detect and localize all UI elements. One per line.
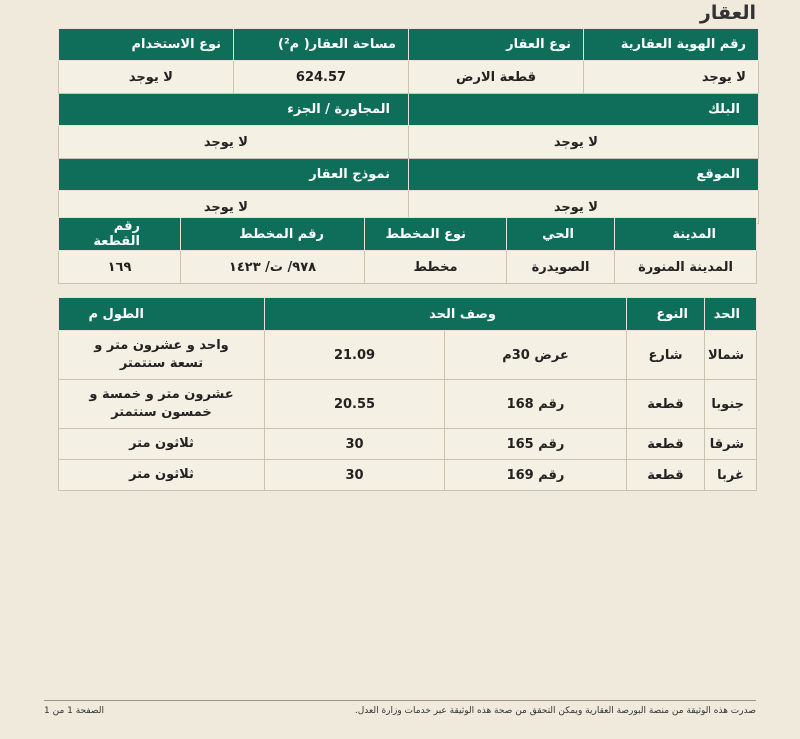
header-plan-number: رقم المخطط [181, 218, 365, 251]
page-number: الصفحة 1 من 1 [44, 706, 104, 716]
location-table [58, 217, 757, 284]
header-city: المدينة [615, 218, 757, 251]
value-property-type: قطعة الارض [409, 61, 584, 94]
value-usage-type: لا يوجد [59, 61, 234, 94]
header-row [59, 159, 759, 191]
boundary-side: جنوبا [705, 380, 757, 429]
header-boundary: الحد [705, 298, 757, 331]
value-row [59, 61, 759, 94]
value-property-id: لا يوجد [584, 61, 759, 94]
boundary-type: قطعة [627, 380, 705, 429]
value-city: المدينة المنورة [615, 251, 757, 284]
header-boundary-type: النوع [627, 298, 705, 331]
boundaries-table [58, 297, 757, 491]
header-plot-number: رقم القطعة [59, 218, 181, 251]
boundary-side: غربا [705, 460, 757, 491]
header-row [59, 298, 757, 331]
boundary-description: عرض 30م [445, 331, 627, 380]
header-neighborhood-part: المجاورة / الجزء [59, 94, 409, 126]
header-row [59, 218, 757, 251]
header-plan-type: نوع المخطط [365, 218, 507, 251]
property-info-table [58, 28, 759, 224]
section-title: العقار [699, 2, 756, 24]
header-property-area: مساحة العقار( م²) [234, 29, 409, 61]
value-plan-type: مخطط [365, 251, 507, 284]
boundary-length: 30 [265, 429, 445, 460]
table-row [59, 331, 757, 380]
header-district: الحي [507, 218, 615, 251]
boundary-length-text: ثلاثون متر [59, 429, 265, 460]
boundary-description: رقم 165 [445, 429, 627, 460]
boundary-description: رقم 169 [445, 460, 627, 491]
footer-divider [44, 700, 756, 701]
value-property-model: لا يوجد [59, 191, 409, 224]
header-row [59, 29, 759, 61]
header-usage-type: نوع الاستخدام [59, 29, 234, 61]
boundary-length: 30 [265, 460, 445, 491]
boundary-type: شارع [627, 331, 705, 380]
header-length: الطول م [59, 298, 265, 331]
boundary-description: رقم 168 [445, 380, 627, 429]
boundary-length: 21.09 [265, 331, 445, 380]
boundary-type: قطعة [627, 429, 705, 460]
header-row [59, 94, 759, 126]
header-property-type: نوع العقار [409, 29, 584, 61]
footer-note: صدرت هذه الوثيقة من منصة البورصة العقارية ويمكن التحقق من صحة هذه الوثيقة عبر خدمات وزارة العدل. [354, 706, 756, 716]
header-property-id: رقم الهوية العقارية [584, 29, 759, 61]
value-row [59, 251, 757, 284]
header-block: البلك [409, 94, 759, 126]
boundary-length-text: واحد و عشرون متر و تسعة سنتمتر [59, 331, 265, 380]
boundary-length-text: ثلاثون متر [59, 460, 265, 491]
value-plot-number: ١٦٩ [59, 251, 181, 284]
header-property-model: نموذج العقار [59, 159, 409, 191]
boundary-type: قطعة [627, 460, 705, 491]
value-plan-number: ٩٧٨/ ت/ ١٤٢٣ [181, 251, 365, 284]
boundary-side: شرقا [705, 429, 757, 460]
value-location: لا يوجد [409, 191, 759, 224]
value-block: لا يوجد [409, 126, 759, 159]
header-boundary-description: وصف الحد [265, 298, 627, 331]
value-row [59, 126, 759, 159]
boundary-length-text: عشرون متر و خمسة و خمسون سنتمتر [59, 380, 265, 429]
value-neighborhood-part: لا يوجد [59, 126, 409, 159]
boundary-length: 20.55 [265, 380, 445, 429]
value-district: الصويدرة [507, 251, 615, 284]
table-row [59, 429, 757, 460]
header-location: الموقع [409, 159, 759, 191]
table-row [59, 460, 757, 491]
boundary-side: شمالا [705, 331, 757, 380]
table-row [59, 380, 757, 429]
value-property-area: 624.57 [234, 61, 409, 94]
